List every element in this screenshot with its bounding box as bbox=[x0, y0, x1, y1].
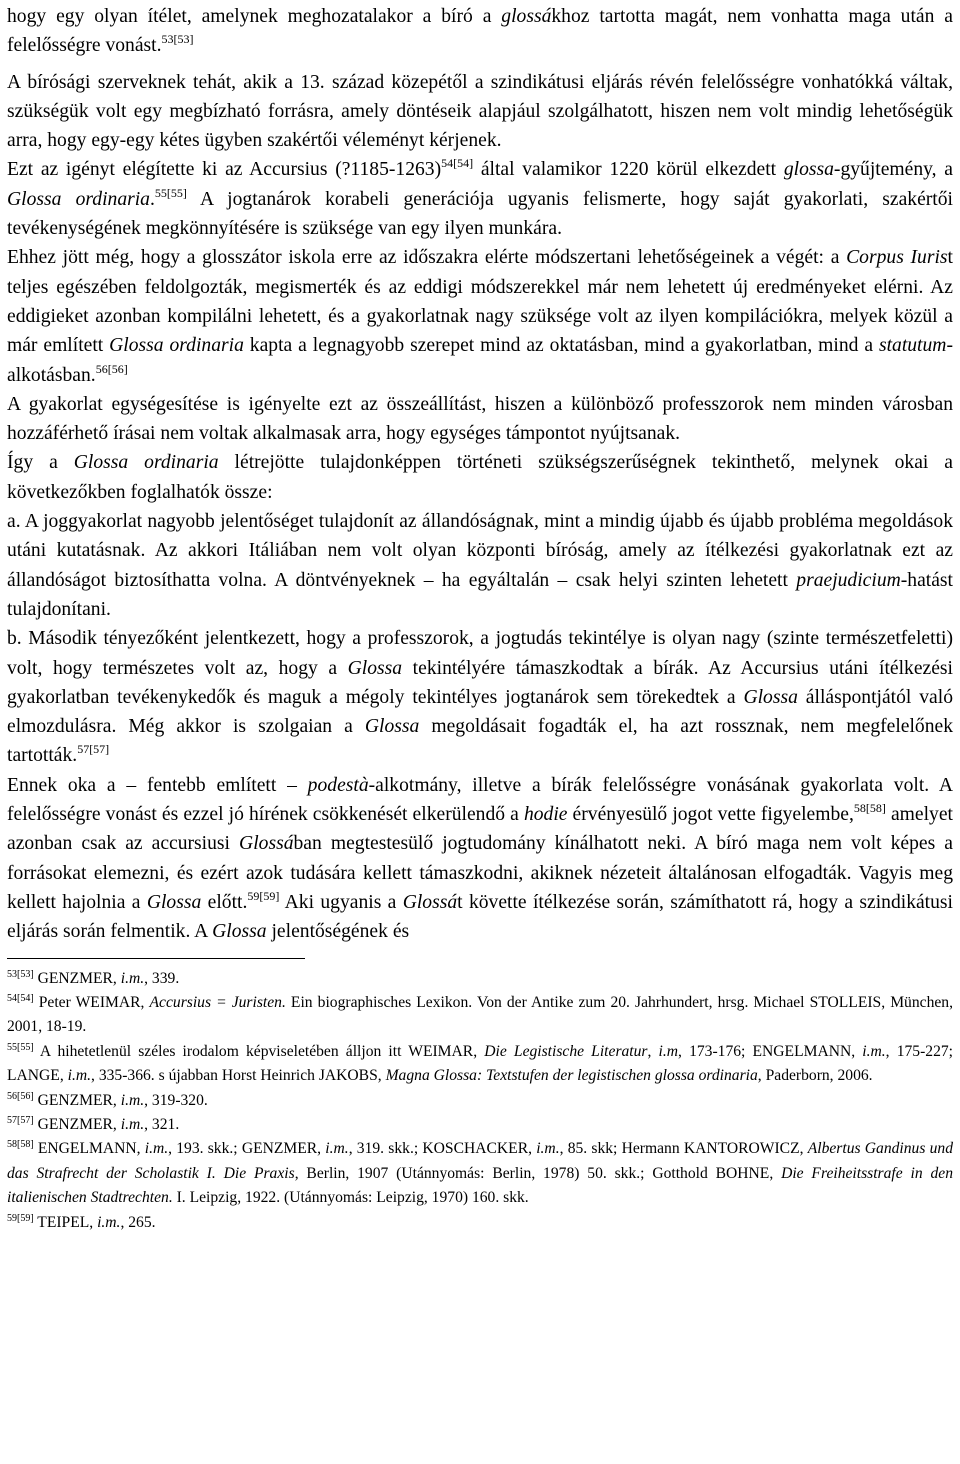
paragraph-4: Ehhez jött még, hogy a glosszátor iskola erre az időszakra elérte módszertani lehetőségeinek a végét: a Corpus Iurist teljes egészében feldolgozták, megismerték és az eddigi módszerekkel már nem lehetett új eredményeket elérni. Az eddigieket azonban kompilálni lehetett, és a gyakorlatnak nagy szüksége volt az ilyen kompilációkra, melyek közül a már említett Glossa ordinaria kapta a legnagyobb szerepet mind az oktatásban, mind a gyakorlatban, mind a statutum-alkotásban.$^{56[56]}$ bbox=[7, 247, 953, 386]
footnote-55: $^{55[55]}$ A hihetetlenül széles irodalom képviseletében álljon itt WEIMAR, Die Legistische Literatur, i.m, 173-176; ENGELMANN, i.m., 175-227; LANGE, i.m., 335-366. s újabban Horst Heinrich JAKOBS, Magna Glossa: Textstufen der legistischen glossa ordinaria, Paderborn, 2006. bbox=[7, 1041, 954, 1085]
footnote-53: $^{53[53]}$ GENZMER, i.m., 339. bbox=[7, 968, 180, 987]
paragraph-2: A bírósági szerveknek tehát, akik a 13. század közepétől a szindikátusi eljárás révén felelősségre vonhatókká váltak, szükségük volt egy megbízható forrásra, amely döntéseik alapjául szolgálhatott, hiszen nem volt mindig lehetőségük arra, hogy egy-egy kétes ügyben szakértői véleményt kérjenek. bbox=[7, 71, 953, 152]
footnote-58: $^{58[58]}$ ENGELMANN, i.m., 193. skk.; GENZMER, i.m., 319. skk.; KOSCHACKER, i.m., 85. skk; Hermann KANTOROWICZ, Albertus Gandinus und das Strafrecht der Scholastik I. Die Praxis, Berlin, 1907 (Utánnyomás: Berlin, 1978) 50. skk.; Gotthold BOHNE, Die Freiheitsstrafe in den italienischen Stadtrechten. I. Leipzig, 1922. (Utánnyomás: Leipzig, 1970) 160. skk. bbox=[7, 1139, 954, 1207]
footnotes bbox=[7, 967, 953, 1235]
footnote-57: $^{57[57]}$ GENZMER, i.m., 321. bbox=[7, 1114, 180, 1133]
paragraph-7: a. A joggyakorlat nagyobb jelentőséget tulajdonít az állandóságnak, mint a mindig újabb és újabb probléma megoldások utáni kutatásnak. Az akkori Itáliában nem volt olyan központi bíróság, amely az ítélkezési gyakorlatnak ezt az állandóságot biztosíthatta volna. A döntvényeknek – ha egyáltalán – csak helyi szinten lehetett praejudicium-hatást tulajdonítani. bbox=[7, 511, 953, 620]
footnote-59: $^{59[59]}$ TEIPEL, i.m., 265. bbox=[7, 1212, 156, 1231]
body-text bbox=[7, 2, 953, 947]
footnote-separator bbox=[7, 958, 305, 959]
paragraph-3: Ezt az igényt elégítette ki az Accursius (?1185-1263)$^{54[54]}$ által valamikor 1220 körül elkezdett glossa-gyűjtemény, a Glossa ordinaria.$^{55[55]}$ A jogtanárok korabeli generációja ugyanis felismerte, hogy saját gyakorlati, szakértői tevékenységének megkönnyítésére is szüksége van egy ilyen munkára. bbox=[7, 156, 953, 240]
footnote-54: $^{54[54]}$ Peter WEIMAR, Accursius = Juristen. Ein biographisches Lexikon. Von der Antike zum 20. Jahrhundert, hrsg. Michael STOLLEIS, München, 2001, 18-19. bbox=[7, 992, 953, 1036]
footnote-56: $^{56[56]}$ GENZMER, i.m., 319-320. bbox=[7, 1090, 208, 1109]
paragraph-1: hogy egy olyan ítélet, amelynek meghozatalakor a bíró a glossákhoz tartotta magát, nem vonhatta maga után a felelősségre vonást.$^{53[53]}$ bbox=[7, 6, 953, 57]
paragraph-5: A gyakorlat egységesítése is igényelte ezt az összeállítást, hiszen a különböző professzorok nem minden városban hozzáférhető írásai nem voltak alkalmasak arra, hogy egységes támpontot nyújtsanak. bbox=[7, 393, 953, 445]
paragraph-9: Ennek oka a – fentebb említett – podestà-alkotmány, illetve a bírák felelősségre vonásának gyakorlata volt. A felelősségre vonást és ezzel jó hírének csökkenését elkerülendő a hodie érvényesülő jogot vette figyelembe,$^{58[58]}$ amelyet azonban csak az accursiusi Glossában megtestesülő jogtudomány kínálhatott neki. A bíró maga nem volt képes a forrásokat elemezni, és ezért azok tudására kellett támaszkodni, akiknek nézeteit általánosan elfogadták. Vagyis meg kellett hajolnia a Glossa előtt.$^{59[59]}$ Aki ugyanis a Glossát követte ítélkezése során, számíthatott rá, hogy a szindikátusi eljárás során felmentik. A Glossa jelentőségének és bbox=[7, 774, 954, 943]
paragraph-6: Így a Glossa ordinaria létrejötte tulajdonképpen történeti szükségszerűségnek tekinthető, melynek okai a következőkben foglalhatók össze: bbox=[7, 452, 953, 503]
paragraph-8: b. Második tényezőként jelentkezett, hogy a professzorok, a jogtudás tekintélye is olyan nagy (szinte természetfeletti) volt, hogy természetes volt az, hogy a Glossa tekintélyére támaszkodtak a bírák. Az Accursius utáni ítélkezési gyakorlatban tevékenykedők és maguk a mégoly tekintélyes jogtanárok sem törekedtek a Glossa álláspontjától való elmozdulásra. Még akkor is szolgaian a Glossa megoldásait fogadták el, ha azt rossznak, nem megfelelőnek tartották.$^{57[57]}$ bbox=[7, 628, 954, 767]
